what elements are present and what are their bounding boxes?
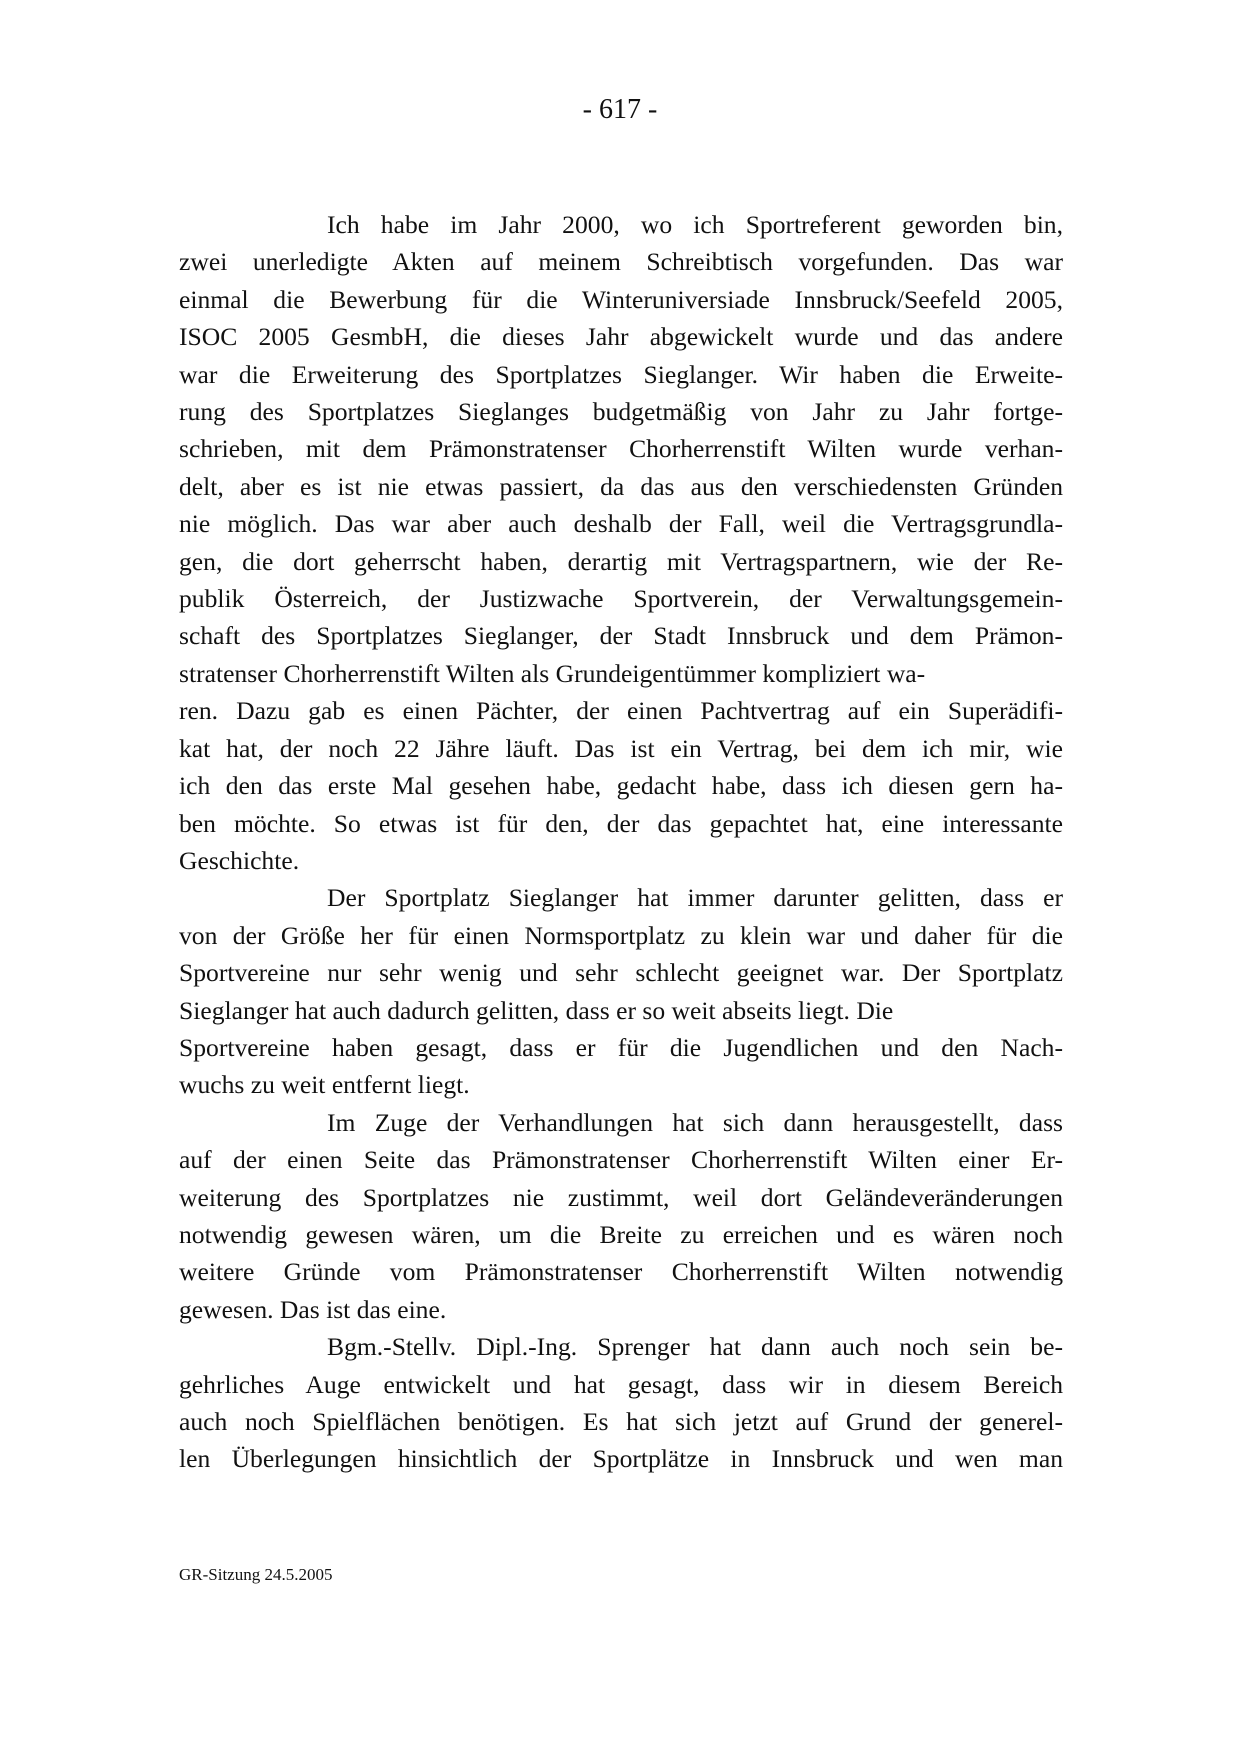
- text-line: Geschichte.: [179, 845, 300, 875]
- text-line: Der Sportplatz Sieglanger hat immer darunter gelitten, dass er: [327, 883, 1063, 913]
- text-line: Ich habe im Jahr 2000, wo ich Sportreferent geworden bin,: [327, 210, 1063, 239]
- text-line: notwendig gewesen wären, um die Breite zu erreichen und es wären noch: [179, 1219, 1063, 1249]
- text-line: auf der einen Seite das Prämonstratenser Chorherrenstift Wilten einer Er-: [179, 1145, 1063, 1175]
- text-line: schrieben, mit dem Prämonstratenser Chorherrenstift Wilten wurde verhan-: [179, 434, 1063, 464]
- text-line: zwei unerledigte Akten auf meinem Schreibtisch vorgefunden. Das war: [179, 247, 1063, 277]
- text-line: ren. Dazu gab es einen Pächter, der einen Pachtvertrag auf ein Superädifi-: [179, 696, 1063, 726]
- text-line: wuchs zu weit entfernt liegt.: [179, 1070, 470, 1100]
- paragraph: [179, 206, 1063, 879]
- text-line: weiterung des Sportplatzes nie zustimmt, weil dort Geländeveränderungen: [179, 1182, 1063, 1212]
- text-line: delt, aber es ist nie etwas passiert, da das aus den verschiedensten Gründen: [179, 471, 1063, 501]
- text-line: Im Zuge der Verhandlungen hat sich dann herausgestellt, dass: [327, 1107, 1063, 1137]
- text-line: publik Österreich, der Justizwache Sportverein, der Verwaltungsgemein-: [179, 584, 1063, 614]
- text-line: len Überlegungen hinsichtlich der Sportplätze in Innsbruck und wen man: [179, 1444, 1063, 1474]
- text-line: Bgm.-Stellv. Dipl.-Ing. Sprenger hat dann auch noch sein be-: [327, 1332, 1063, 1362]
- footer: GR-Sitzung 24.5.2005: [179, 1565, 333, 1584]
- text-line: gewesen. Das ist das eine.: [179, 1294, 447, 1324]
- paragraph: [179, 1104, 1063, 1328]
- page-number: - 617 -: [582, 94, 658, 125]
- text-line: ben möchte. So etwas ist für den, der das gepachtet hat, eine interessante: [179, 808, 1063, 838]
- text-line: stratenser Chorherrenstift Wilten als Grundeigentümmer kompliziert wa-: [179, 658, 926, 688]
- text-line: weitere Gründe vom Prämonstratenser Chorherrenstift Wilten notwendig: [179, 1257, 1063, 1287]
- text-line: schaft des Sportplatzes Sieglanger, der Stadt Innsbruck und dem Prämon-: [179, 621, 1063, 651]
- text-line: auch noch Spielflächen benötigen. Es hat sich jetzt auf Grund der generel-: [179, 1407, 1063, 1436]
- text-line: gehrliches Auge entwickelt und hat gesagt, dass wir in diesem Bereich: [179, 1369, 1063, 1399]
- text-line: war die Erweiterung des Sportplatzes Sieglanger. Wir haben die Erweite-: [179, 359, 1063, 389]
- text-line: von der Größe her für einen Normsportplatz zu klein war und daher für die: [179, 920, 1063, 950]
- paragraph: [179, 879, 1063, 1103]
- text-line: nie möglich. Das war aber auch deshalb der Fall, weil die Vertragsgrundla-: [179, 509, 1063, 539]
- text-line: ich den das erste Mal gesehen habe, gedacht habe, dass ich diesen gern ha-: [179, 771, 1063, 801]
- paragraph: [179, 1328, 1063, 1478]
- body-text: [179, 206, 1063, 1478]
- text-line: ISOC 2005 GesmbH, die dieses Jahr abgewickelt wurde und das andere: [179, 322, 1063, 352]
- text-line: einmal die Bewerbung für die Winteruniversiade Innsbruck/Seefeld 2005,: [179, 284, 1063, 314]
- text-line: Sportvereine haben gesagt, dass er für die Jugendlichen und den Nach-: [179, 1032, 1063, 1062]
- text-line: kat hat, der noch 22 Jähre läuft. Das ist ein Vertrag, bei dem ich mir, wie: [179, 733, 1063, 763]
- text-line: Sportvereine nur sehr wenig und sehr schlecht geeignet war. Der Sportplatz: [179, 958, 1063, 988]
- text-line: rung des Sportplatzes Sieglanges budgetmäßig von Jahr zu Jahr fortge-: [179, 397, 1063, 427]
- text-line: Sieglanger hat auch dadurch gelitten, dass er so weit abseits liegt. Die: [179, 995, 894, 1025]
- text-line: gen, die dort geherrscht haben, derartig mit Vertragspartnern, wie der Re-: [179, 546, 1063, 576]
